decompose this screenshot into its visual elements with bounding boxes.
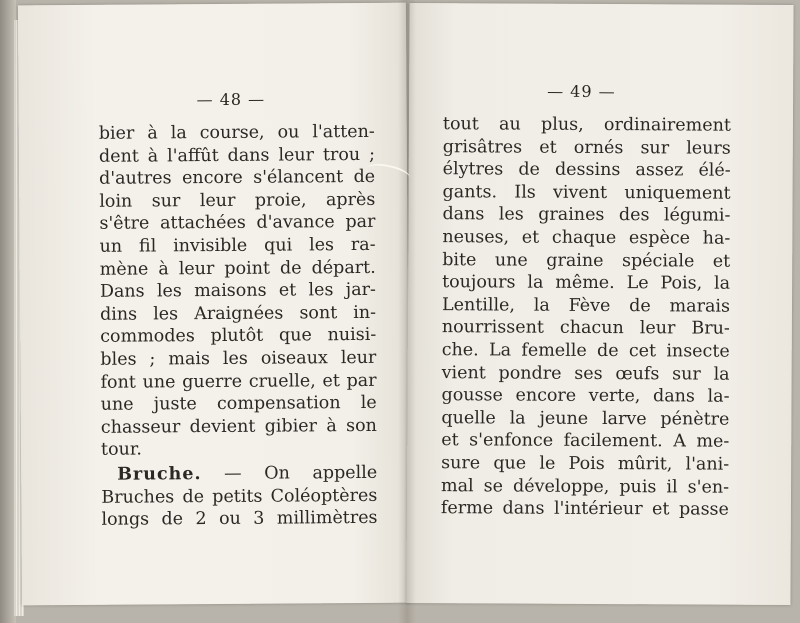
text-line: dins les Araignées sont in-	[100, 302, 377, 325]
text-line: Lentille, la Fève de marais	[441, 294, 731, 317]
text-line: mal se développe, puis il s'en-	[440, 475, 730, 498]
text-line: quelle la jeune larve pénètre	[441, 407, 730, 430]
text-line: ferme dans l'intérieur et passe	[440, 498, 729, 520]
text-line: commodes plutôt que nuisi-	[100, 325, 377, 348]
text-line: s'être attachées d'avance par	[99, 212, 376, 235]
text-line: dans les graines des légumi-	[442, 204, 731, 227]
text-line: loin sur leur proie, après	[99, 189, 376, 212]
text-line: tour.	[100, 439, 142, 461]
text-line: bles ; mais les oiseaux leur	[100, 347, 377, 370]
text-line: élytres de dessins assez élé-	[442, 159, 731, 181]
text-line: Dans les maisons et les jar-	[99, 280, 376, 302]
text-line: bier à la course, ou l'atten-	[98, 121, 375, 144]
page-number-left: — 48 —	[196, 89, 266, 110]
text-line: tout au plus, ordinairement	[442, 114, 731, 136]
entry-term: Bruche.	[117, 463, 202, 485]
text-line: toujours la même. Le Pois, la	[442, 272, 731, 294]
text-line: grisâtres et ornés sur leurs	[442, 136, 731, 159]
entry-term-continuation: — On appelle	[201, 462, 378, 484]
text-line: chasseur devient gibier à son	[100, 415, 377, 438]
text-line: bite une graine spéciale et	[442, 249, 731, 272]
left-page	[18, 3, 410, 606]
text-line: sure que le Pois mûrit, l'ani-	[441, 453, 730, 475]
text-line: che. La femelle de cet insecte	[441, 340, 730, 362]
text-line: gousse encore verte, dans la-	[441, 385, 730, 407]
entry-heading-line	[101, 462, 377, 487]
text-line: mène à leur point de départ.	[99, 257, 376, 280]
right-page-text	[441, 113, 731, 521]
text-line: font une guerre cruelle, et par	[100, 370, 377, 393]
text-line: dent à l'affût dans leur trou ;	[98, 144, 376, 167]
page-number-right: — 49 —	[547, 81, 616, 102]
text-line: neuses, et chaque espèce ha-	[442, 227, 731, 249]
left-page-text	[99, 121, 378, 532]
text-line: une juste compensation le	[100, 392, 377, 415]
text-line: Bruches de petits Coléoptères	[101, 485, 378, 508]
right-page	[406, 3, 793, 605]
text-line: vient pondre ses œufs sur la	[441, 362, 730, 385]
text-line: longs de 2 ou 3 millimètres	[101, 507, 378, 530]
text-line: d'autres encore s'élancent de	[99, 167, 376, 189]
text-line: et s'enfonce facilement. A me-	[441, 430, 730, 452]
text-line: nourrissent chacun leur Bru-	[441, 317, 730, 340]
text-line: gants. Ils vivent uniquement	[442, 181, 731, 204]
text-line: un fil invisible qui les ra-	[99, 234, 376, 257]
